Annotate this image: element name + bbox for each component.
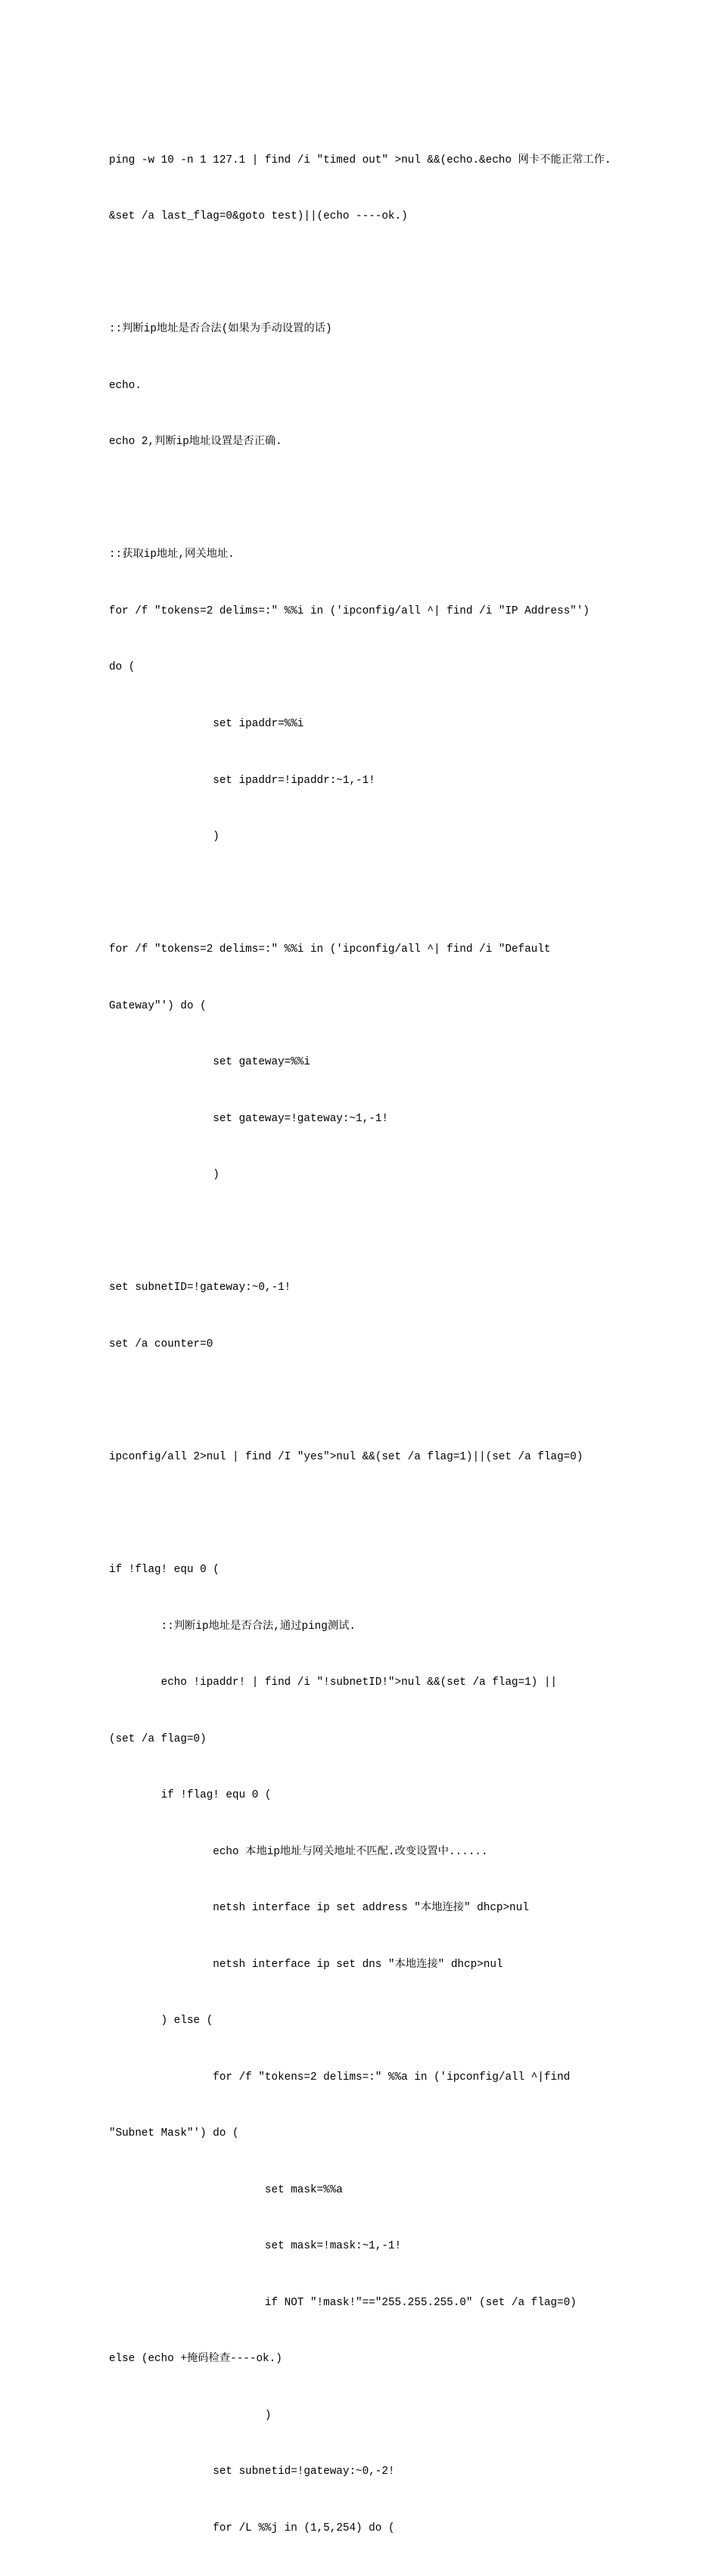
code-line: set mask=%%a	[109, 2183, 343, 2196]
code-line: echo 本地ip地址与网关地址不匹配.改变设置中......	[109, 1845, 488, 1858]
code-line: Gateway"') do (	[109, 999, 207, 1012]
code-line: echo.	[109, 379, 142, 392]
code-line: set ipaddr=!ipaddr:~1,-1!	[109, 774, 375, 787]
code-line: &set /a last_flag=0&goto test)||(echo ----ok.)	[109, 210, 408, 223]
code-line: set ipaddr=%%i	[109, 718, 304, 730]
code-line: set mask=!mask:~1,-1!	[109, 2240, 402, 2253]
code-line	[109, 1504, 624, 1523]
code-line: echo 2,判断ip地址设置是否正确.	[109, 436, 282, 449]
code-line: for /f "tokens=2 delims=:" %%a in ('ipconfig/all ^|find	[109, 2071, 571, 2083]
code-line	[109, 1223, 624, 1241]
code-line: set /a counter=0	[109, 1338, 213, 1350]
code-line: else (echo +掩码检查----ok.)	[109, 2353, 282, 2366]
code-line: echo !ipaddr! | find /i "!subnetID!">nul &&(set /a flag=1) ||	[109, 1676, 557, 1689]
code-line	[109, 884, 624, 903]
code-line: set subnetID=!gateway:~0,-1!	[109, 1282, 291, 1294]
code-line: ping -w 10 -n 1 127.1 | find /i "timed out" >nul &&(echo.&echo 网卡不能正常工作.	[109, 154, 612, 166]
code-line: ipconfig/all 2>nul | find /I "yes">nul &&(set /a flag=1)||(set /a flag=0)	[109, 1450, 584, 1463]
code-line: ::判断ip地址是否合法(如果为手动设置的话)	[109, 323, 332, 336]
code-line: netsh interface ip set dns "本地连接" dhcp>nul	[109, 1958, 503, 1971]
code-line: )	[109, 2409, 272, 2422]
code-line: (set /a flag=0)	[109, 1732, 207, 1745]
code-line: netsh interface ip set address "本地连接" dhcp>nul	[109, 1902, 529, 1915]
code-line: for /f "tokens=2 delims=:" %%i in ('ipconfig/all ^| find /i "Default	[109, 943, 551, 956]
code-block	[109, 113, 624, 2576]
code-line: )	[109, 1169, 219, 1182]
code-line: if !flag! equ 0 (	[109, 1563, 219, 1576]
code-line	[109, 264, 624, 283]
code-line: if NOT "!mask!"=="255.255.255.0" (set /a flag=0)	[109, 2296, 577, 2309]
code-line: ::获取ip地址,网关地址.	[109, 548, 235, 561]
code-line: for /f "tokens=2 delims=:" %%i in ('ipconfig/all ^| find /i "IP Address"')	[109, 604, 590, 617]
code-line: set gateway=!gateway:~1,-1!	[109, 1112, 388, 1125]
code-line: )	[109, 831, 219, 844]
code-line: for /L %%j in (1,5,254) do (	[109, 2522, 395, 2534]
code-line: if !flag! equ 0 (	[109, 1789, 272, 1802]
code-line	[109, 489, 624, 508]
code-line: set subnetid=!gateway:~0,-2!	[109, 2466, 395, 2478]
code-line: ::判断ip地址是否合法,通过ping测试.	[109, 1620, 356, 1633]
code-line: "Subnet Mask"') do (	[109, 2127, 239, 2140]
code-line: set gateway=%%i	[109, 1056, 310, 1069]
code-line	[109, 1391, 624, 1410]
code-line: do (	[109, 661, 135, 674]
code-line: ) else (	[109, 2015, 213, 2028]
